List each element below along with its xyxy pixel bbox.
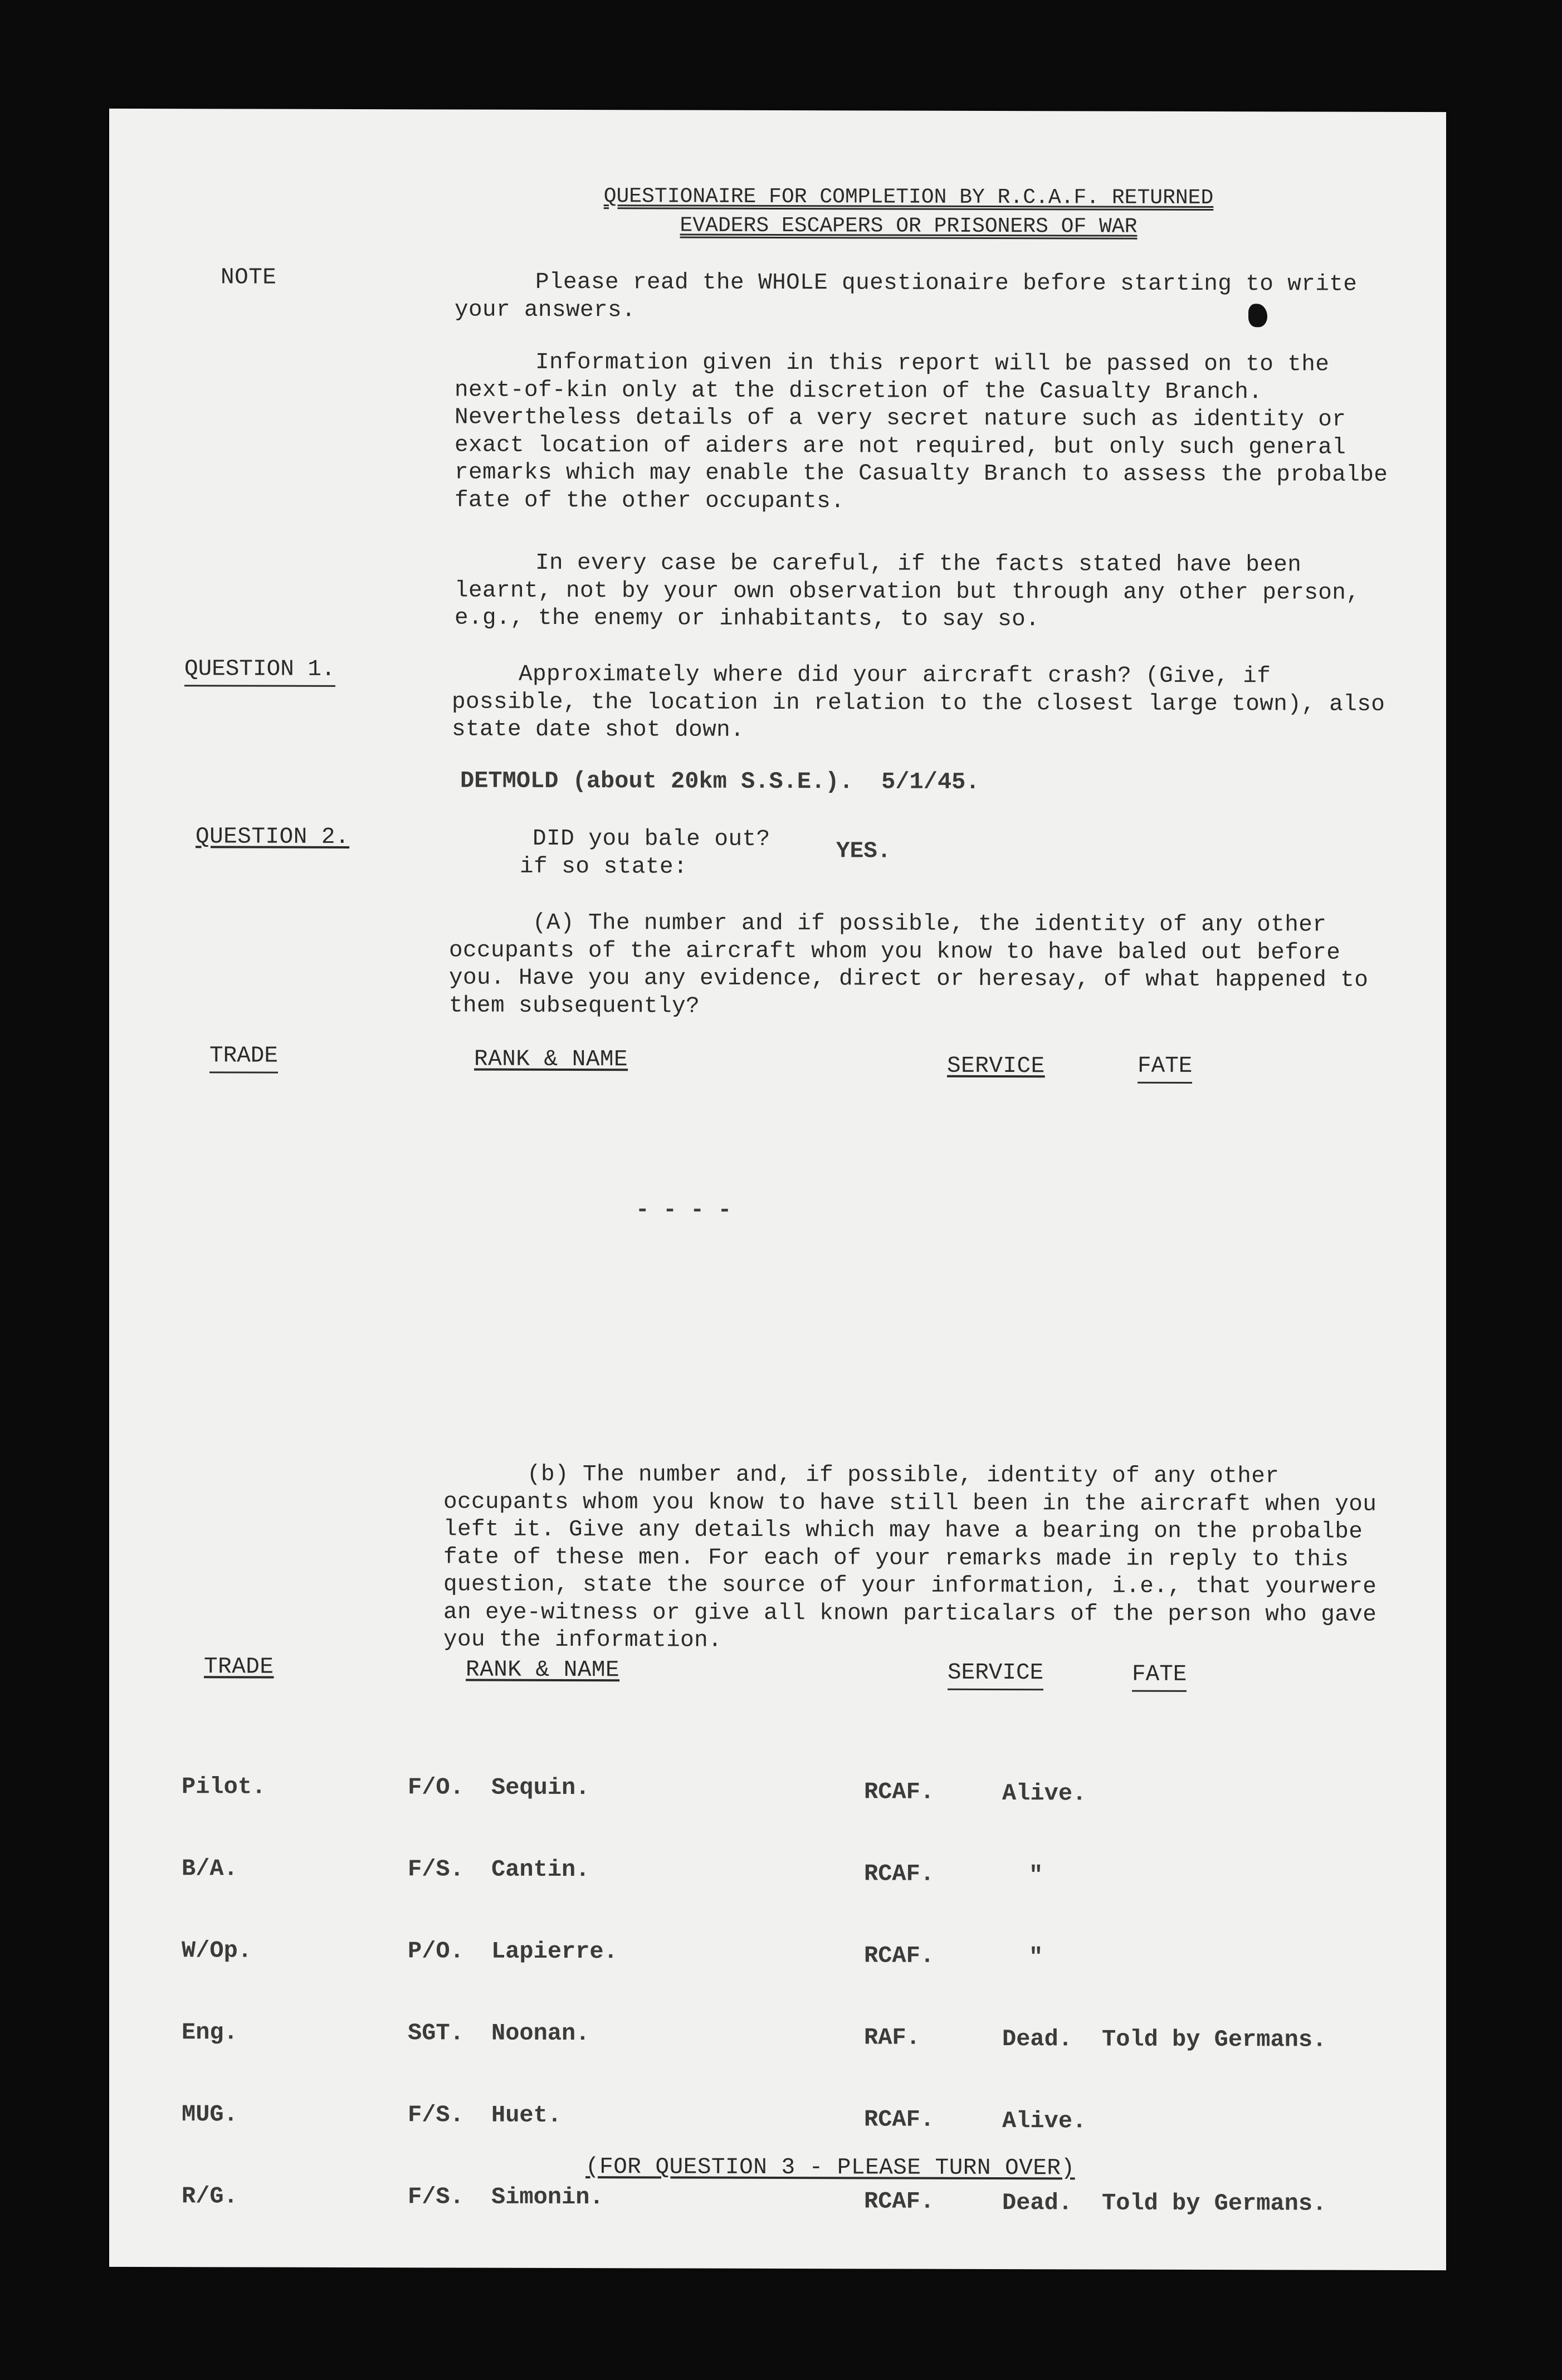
crew-source: Told by Germans. (1102, 2189, 1327, 2217)
title-line-2: EVADERS ESCAPERS OR PRISONERS OF WAR (680, 213, 1138, 239)
crew-trade: R/G. (182, 2183, 238, 2210)
turn-over-note: (FOR QUESTION 3 - PLEASE TURN OVER) (585, 2154, 1075, 2182)
document-page (109, 109, 1446, 2270)
question-2-line-1: DID you bale out? (533, 826, 770, 852)
crew-name: Cantin. (491, 1856, 590, 1884)
note-label: NOTE (221, 265, 277, 291)
trade-header-b: TRADE (204, 1654, 274, 1680)
crew-fate: Alive. (1002, 2108, 1087, 2135)
crew-trade: MUG. (182, 2101, 238, 2128)
crew-fate: Dead. (1002, 2189, 1073, 2217)
crew-fate: " (1029, 1944, 1043, 1971)
rank-name-header-b: RANK & NAME (466, 1657, 620, 1684)
crew-source (1102, 1944, 1326, 1972)
ink-blot (1248, 304, 1267, 327)
crew-source (1102, 1781, 1326, 1808)
crew-fate-column (1002, 1725, 1086, 2271)
service-header-a: SERVICE (947, 1053, 1045, 1080)
note-paragraph-2: Information given in this report will be passed on to the next-of-kin only at the discretion of the Casualty Branch. Nevertheless details of a very secret nature such as identity or exact location of aiders are not required, but only such general remarks which may enable the Casualty Branch to assess the probalbe fate of the other occupants. (455, 349, 1388, 514)
crew-source-column (1102, 1726, 1326, 2272)
crew-source (1102, 2108, 1326, 2136)
service-header-b: SERVICE (948, 1661, 1043, 1690)
note-paragraph-1: Please read the WHOLE questionaire before starting to write your answers. (455, 269, 1358, 323)
crew-rank: F/S. (408, 2183, 464, 2211)
crew-source (1102, 1862, 1326, 1890)
crew-trade: Pilot. (182, 1773, 266, 1801)
fate-header-b: FATE (1132, 1662, 1187, 1692)
crew-trade-column (182, 1719, 266, 2265)
title-line-1: QUESTIONAIRE FOR COMPLETION BY R.C.A.F. RETURNED (603, 184, 1214, 211)
crew-rank: F/S. (408, 1856, 464, 1883)
question-2-line-2: if so state: (520, 854, 688, 880)
crew-name: Lapierre. (491, 1938, 618, 1966)
crew-fate: Dead. (1002, 2026, 1073, 2053)
crew-rank-column (408, 1719, 464, 2265)
question-1-answer: DETMOLD (about 20km S.S.E.). 5/1/45. (460, 767, 980, 796)
question-2-part-a: (A) The number and if possible, the identity of any other occupants of the aircraft whom you know to have baled out before you. Have you any evidence, direct or heresay, of what happened to them subsequently? (449, 910, 1369, 1020)
crew-name: Huet. (491, 2101, 562, 2129)
trade-header-a: TRADE (209, 1043, 278, 1073)
fate-header-a: FATE (1138, 1054, 1192, 1084)
rank-name-header-a: RANK & NAME (474, 1046, 628, 1073)
crew-name-column (491, 1720, 618, 2266)
crew-trade: B/A. (182, 1855, 238, 1882)
crew-rank: SGT. (408, 2020, 464, 2047)
crew-service: RCAF. (864, 1778, 935, 1806)
crew-service: RCAF. (864, 1942, 935, 1969)
crew-name: Noonan. (491, 2020, 590, 2047)
crew-source: Told by Germans. (1102, 2026, 1327, 2054)
question-1-text: Approximately where did your aircraft crash? (Give, if possible, the location in relation to the closest large town), also state date shot down. (452, 661, 1385, 743)
crew-service: RCAF. (864, 2106, 935, 2133)
crew-service-column (864, 1724, 934, 2270)
crew-trade: W/Op. (182, 1937, 252, 1964)
crew-name: Sequin. (491, 1774, 590, 1802)
page-title (546, 182, 1271, 242)
crew-service: RCAF. (864, 2188, 935, 2215)
crew-fate: " (1029, 1862, 1043, 1889)
note-paragraph-3: In every case be careful, if the facts stated have been learnt, not by your own observation but through any other person, e.g., the enemy or inhabitants, to say so. (455, 550, 1360, 633)
question-2-label: QUESTION 2. (196, 824, 350, 850)
question-2-part-b: (b) The number and, if possible, identity of any other occupants whom you know to have still been in the aircraft when you left it. Give any details which may have a bearing on the probalbe fate of these men. For each of your remarks made in reply to this question, state the source of your information, i.e., that yourwere an eye-witness or give all known particalars of the person who gave you the information. (443, 1461, 1377, 1654)
question-2-answer: YES. (836, 838, 891, 865)
crew-fate: Alive. (1002, 1780, 1087, 1807)
part-a-answer: - - - - (636, 1197, 732, 1223)
question-1-label: QUESTION 1. (184, 657, 335, 687)
crew-service: RAF. (864, 2024, 920, 2051)
crew-rank: F/S. (408, 2101, 464, 2129)
crew-rank: P/O. (408, 1938, 464, 1965)
crew-service: RCAF. (864, 1860, 935, 1888)
crew-rank: F/O. (408, 1774, 464, 1801)
crew-trade: Eng. (182, 2019, 238, 2046)
crew-name: Simonin. (491, 2183, 604, 2211)
